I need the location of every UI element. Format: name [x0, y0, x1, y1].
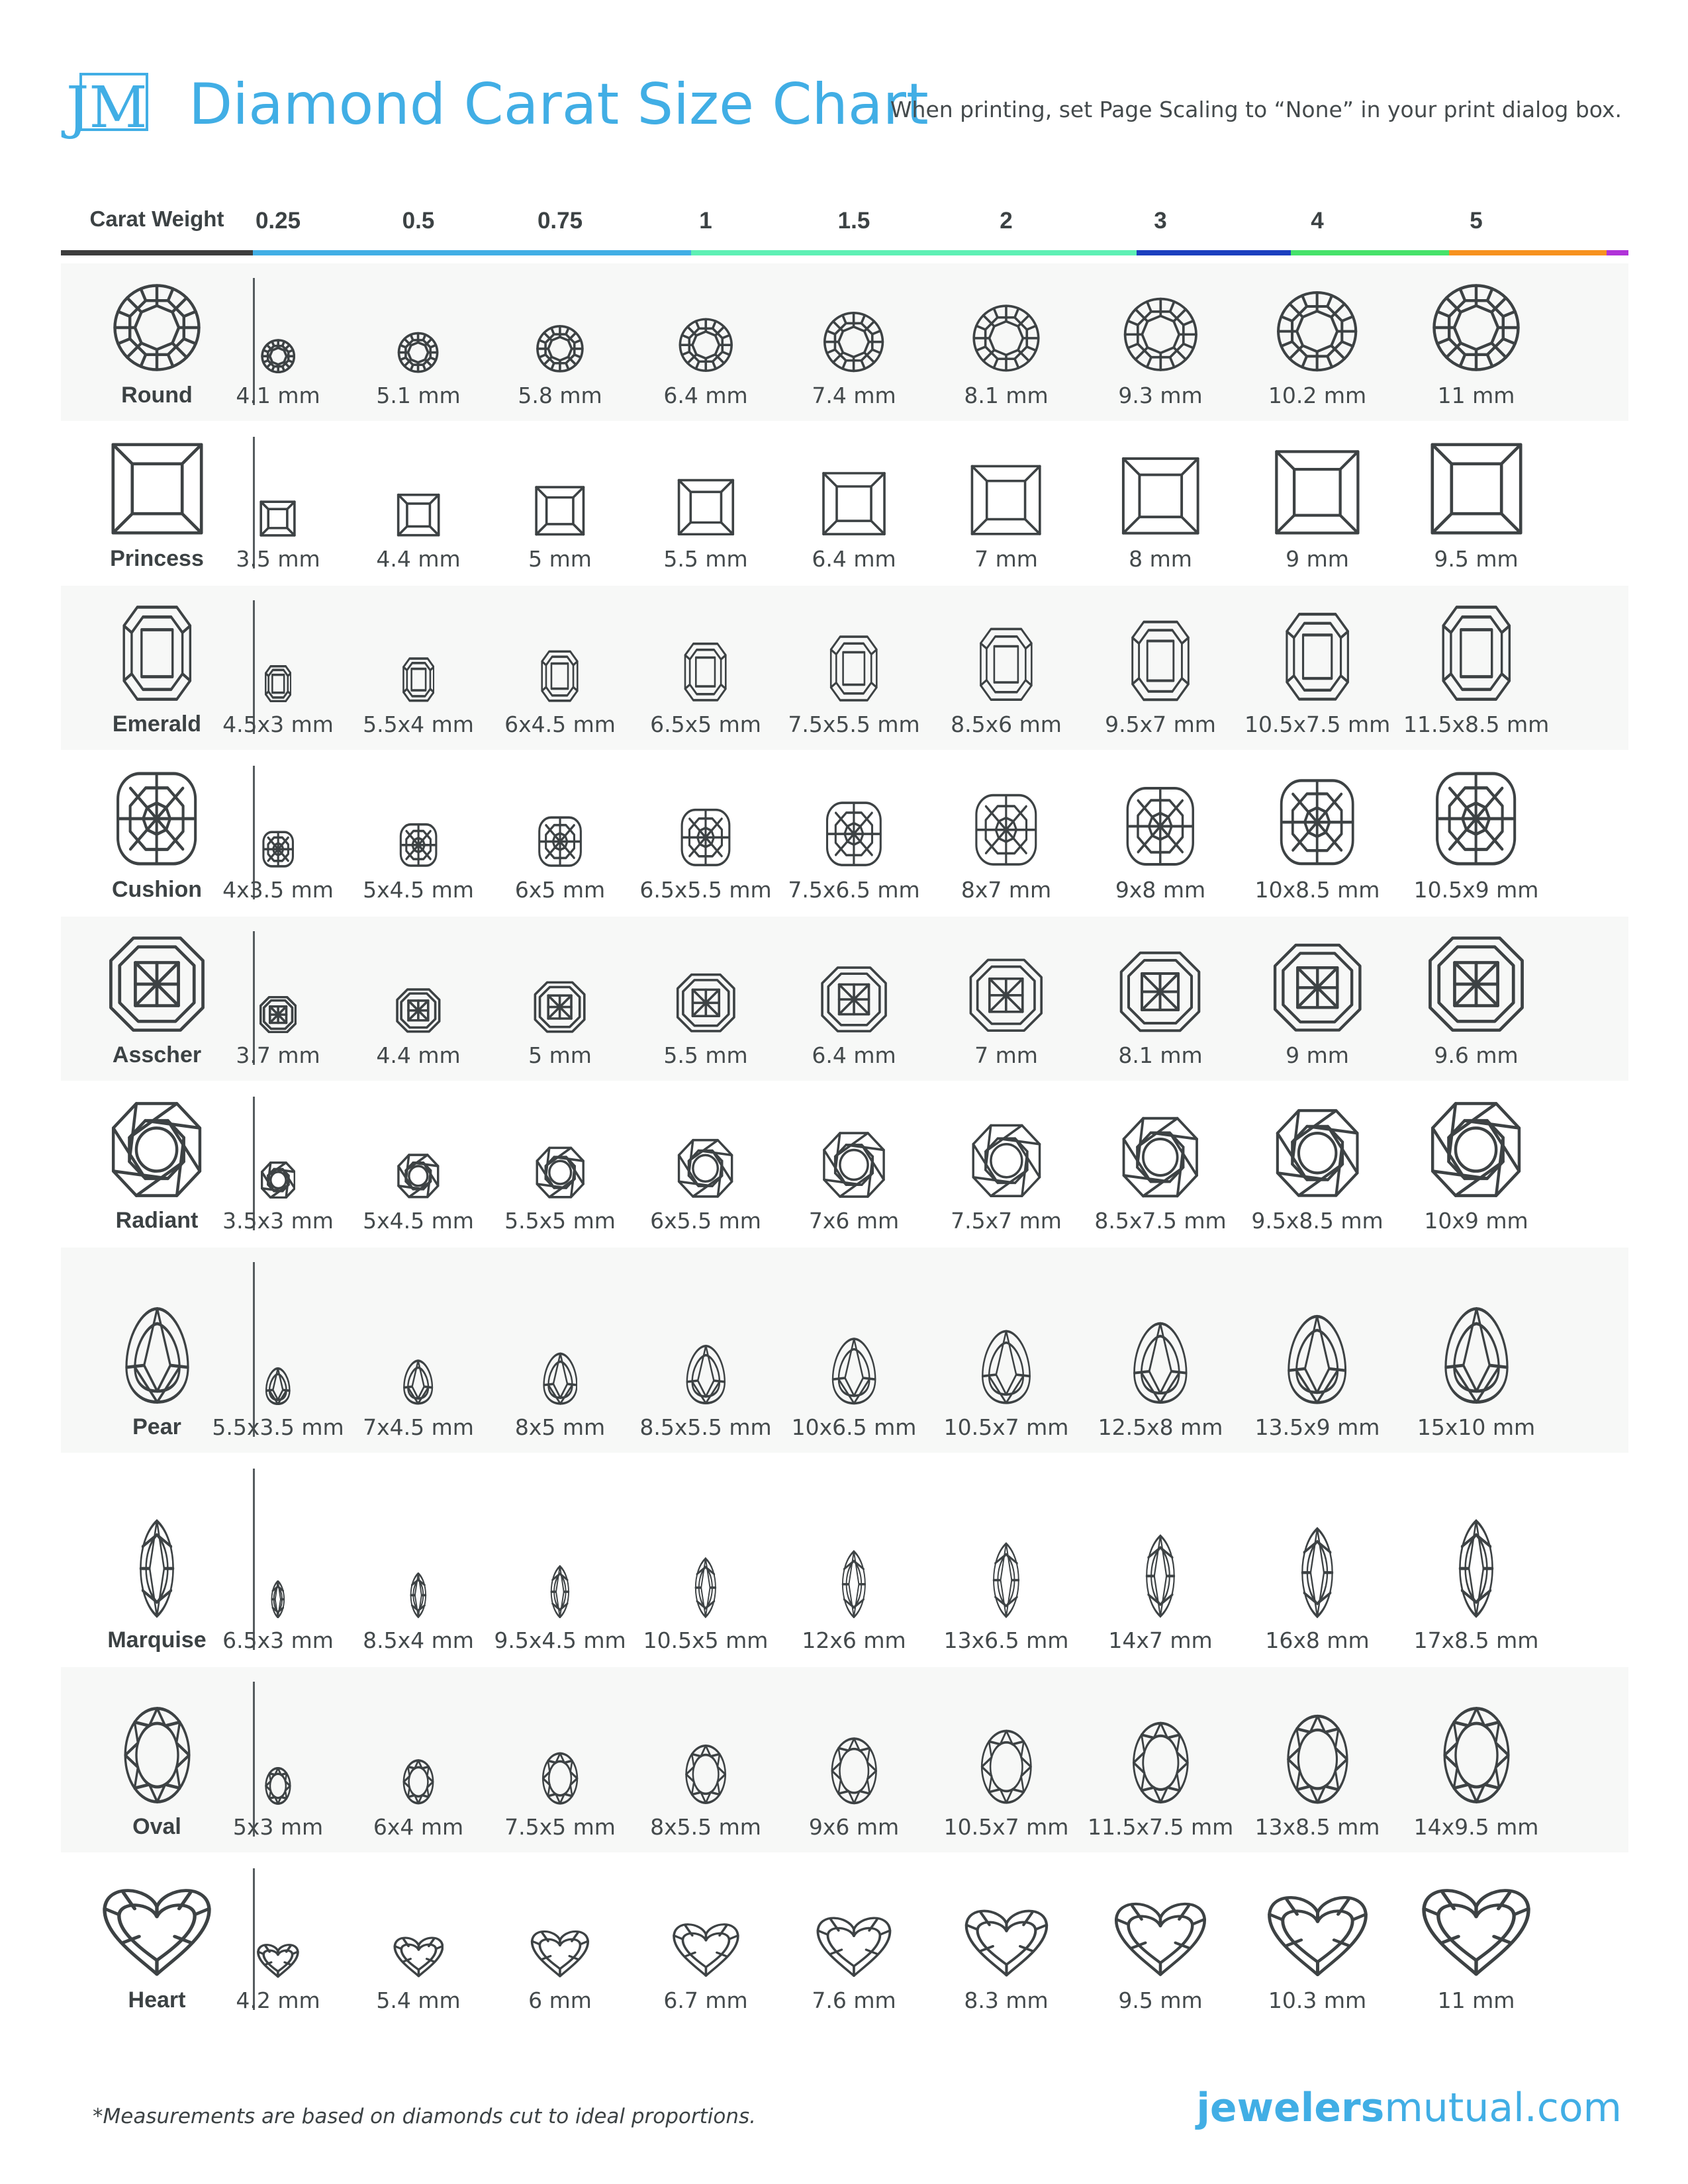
carat-weight-2: 2 [1000, 208, 1013, 234]
round-gem-icon [1122, 296, 1199, 373]
measurement-footnote: *Measurements are based on diamonds cut to ideal proportions. [93, 2105, 757, 2128]
princess-gem-icon [259, 500, 296, 537]
shape-name: Princess [110, 546, 204, 571]
cushion-gem-icon [974, 792, 1039, 868]
pear-gem-icon [831, 1337, 876, 1406]
emerald-gem-icon [829, 635, 878, 702]
size-mm-label: 9.5x4.5 mm [494, 1627, 626, 1653]
size-mm-label: 7.5x5.5 mm [788, 711, 920, 737]
marquise-gem-icon [690, 1557, 722, 1618]
size-mm-label: 6.4 mm [663, 383, 748, 408]
jm-logo [61, 69, 154, 142]
round-gem-icon [1430, 282, 1522, 373]
size-mm-label: 8.1 mm [964, 383, 1049, 408]
size-mm-label: 8.3 mm [964, 1987, 1049, 2013]
carat-color-bar [253, 250, 412, 255]
size-mm-label: 10.5x7 mm [943, 1414, 1069, 1440]
radiant-gem-icon [1121, 1116, 1199, 1199]
carat-weight-label: Carat Weight [89, 206, 224, 231]
size-mm-label: 11 mm [1437, 1987, 1515, 2013]
size-mm-label: 13x6.5 mm [943, 1627, 1069, 1653]
cushion-gem-icon [1434, 770, 1518, 868]
oval-gem-icon [1131, 1721, 1190, 1805]
row-divider [253, 1262, 255, 1437]
emerald-gem-icon [1441, 604, 1512, 702]
cushion-gem-icon [399, 823, 438, 868]
heart-gem-icon [530, 1925, 590, 1978]
oval-gem-icon [402, 1759, 434, 1805]
shape-name: Oval [132, 1814, 181, 1839]
size-mm-label: 7.5x5 mm [504, 1814, 616, 1840]
size-mm-label: 9.5 mm [1118, 1987, 1203, 2013]
emerald-gem-icon [1131, 619, 1190, 702]
marquise-gem-icon [546, 1565, 574, 1618]
size-mm-label: 12x6 mm [802, 1627, 906, 1653]
size-mm-label: 5.5x5 mm [504, 1208, 616, 1234]
marquise-gem-icon [1450, 1519, 1502, 1618]
size-mm-label: 3.5x3 mm [222, 1208, 334, 1234]
size-mm-label: 5 mm [528, 546, 592, 572]
heart-gem-icon [1421, 1879, 1532, 1978]
round-diamond-icon [111, 282, 203, 373]
shape-row-oval [61, 1667, 1628, 1852]
size-mm-label: 8.5x4 mm [363, 1627, 474, 1653]
princess-gem-icon [1120, 455, 1201, 537]
size-mm-label: 14x7 mm [1108, 1627, 1213, 1653]
heart-gem-icon [393, 1933, 444, 1978]
cushion-diamond-icon [115, 770, 199, 868]
oval-gem-icon [684, 1744, 727, 1805]
size-mm-label: 6 mm [528, 1987, 592, 2013]
radiant-diamond-icon [111, 1101, 203, 1199]
size-mm-label: 4.2 mm [236, 1987, 320, 2013]
size-mm-label: 6.5x3 mm [222, 1627, 334, 1653]
emerald-gem-icon [541, 650, 579, 702]
carat-weight-1: 1 [699, 208, 712, 234]
emerald-diamond-icon [122, 604, 193, 702]
asscher-gem-icon [820, 966, 888, 1033]
size-mm-label: 7 mm [974, 1042, 1038, 1068]
princess-gem-icon [397, 493, 440, 537]
size-mm-label: 15x10 mm [1417, 1414, 1536, 1440]
radiant-gem-icon [261, 1161, 296, 1199]
size-mm-label: 5x4.5 mm [363, 1208, 474, 1234]
row-divider [253, 1469, 255, 1650]
carat-weight-0-75: 0.75 [537, 208, 583, 234]
size-mm-label: 11.5x7.5 mm [1088, 1814, 1234, 1840]
size-mm-label: 4.4 mm [376, 546, 461, 572]
size-mm-label: 7.4 mm [812, 383, 896, 408]
princess-gem-icon [677, 478, 735, 537]
size-mm-label: 4.1 mm [236, 383, 320, 408]
oval-gem-icon [265, 1767, 291, 1805]
size-mm-label: 6.5x5 mm [650, 711, 761, 737]
size-mm-label: 4x3.5 mm [222, 877, 334, 903]
size-mm-label: 9.5x7 mm [1105, 711, 1216, 737]
size-mm-label: 6x4.5 mm [504, 711, 616, 737]
size-mm-label: 7 mm [974, 546, 1038, 572]
size-mm-label: 9.3 mm [1118, 383, 1203, 408]
size-mm-label: 7.5x6.5 mm [788, 877, 920, 903]
cushion-gem-icon [1125, 785, 1196, 868]
size-mm-label: 8.1 mm [1118, 1042, 1203, 1068]
asscher-gem-icon [259, 996, 297, 1033]
size-mm-label: 10x8.5 mm [1254, 877, 1380, 903]
radiant-gem-icon [1275, 1108, 1360, 1199]
princess-gem-icon [969, 463, 1043, 537]
size-mm-label: 9.5x8.5 mm [1251, 1208, 1383, 1234]
round-gem-icon [822, 310, 885, 373]
princess-gem-icon [1429, 441, 1524, 537]
oval-gem-icon [980, 1729, 1033, 1805]
size-mm-label: 5x3 mm [232, 1814, 324, 1840]
carat-color-bar [412, 250, 691, 255]
oval-gem-icon [1442, 1706, 1511, 1805]
princess-diamond-icon [109, 441, 205, 537]
size-mm-label: 9.5 mm [1434, 546, 1519, 572]
round-gem-icon [1275, 289, 1359, 373]
size-mm-label: 10.2 mm [1268, 383, 1367, 408]
emerald-gem-icon [1285, 612, 1350, 702]
carat-weight-0-5: 0.5 [402, 208, 435, 234]
shape-row-marquise [61, 1454, 1628, 1666]
row-divider [253, 1682, 255, 1837]
carat-weight-4: 4 [1311, 208, 1324, 234]
carat-color-bar [1449, 250, 1607, 255]
pear-diamond-icon [124, 1306, 190, 1405]
pear-gem-icon [1287, 1314, 1347, 1405]
pear-gem-icon [265, 1367, 291, 1405]
marquise-gem-icon [1139, 1534, 1182, 1618]
cushion-gem-icon [538, 815, 583, 868]
oval-gem-icon [1286, 1713, 1350, 1805]
princess-gem-icon [534, 485, 586, 537]
size-mm-label: 13.5x9 mm [1254, 1414, 1380, 1440]
size-mm-label: 16x8 mm [1265, 1627, 1370, 1653]
carat-color-bar [1137, 250, 1291, 255]
size-mm-label: 10.3 mm [1268, 1987, 1367, 2013]
shape-name: Heart [128, 1987, 186, 2013]
size-mm-label: 8x7 mm [961, 877, 1052, 903]
pear-gem-icon [1133, 1321, 1188, 1405]
carat-color-bar [61, 250, 253, 255]
pear-gem-icon [403, 1359, 433, 1405]
radiant-gem-icon [536, 1146, 585, 1199]
size-mm-label: 6x4 mm [373, 1814, 464, 1840]
logo-letters: JM [66, 75, 148, 141]
heart-gem-icon [1266, 1887, 1369, 1978]
radiant-gem-icon [397, 1154, 440, 1199]
carat-color-bar [984, 250, 1137, 255]
heart-gem-icon [816, 1910, 892, 1979]
marquise-gem-icon [406, 1572, 430, 1618]
size-mm-label: 5.5x4 mm [363, 711, 474, 737]
asscher-gem-icon [676, 973, 736, 1033]
carat-color-bar [1607, 250, 1628, 255]
radiant-gem-icon [971, 1123, 1042, 1199]
size-mm-label: 10x6.5 mm [791, 1414, 917, 1440]
asscher-diamond-icon [108, 935, 206, 1033]
size-mm-label: 6.7 mm [663, 1987, 748, 2013]
size-mm-label: 5.1 mm [376, 383, 461, 408]
emerald-gem-icon [402, 657, 435, 702]
shape-name: Emerald [112, 711, 202, 737]
size-mm-label: 10.5x7.5 mm [1244, 711, 1391, 737]
size-mm-label: 10.5x9 mm [1413, 877, 1539, 903]
carat-weight-3: 3 [1154, 208, 1167, 234]
shape-row-emerald [61, 586, 1628, 750]
asscher-gem-icon [396, 988, 441, 1033]
page-title: Diamond Carat Size Chart [189, 71, 929, 138]
radiant-gem-icon [677, 1138, 733, 1199]
oval-diamond-icon [122, 1706, 192, 1805]
size-mm-label: 6.4 mm [812, 1042, 896, 1068]
carat-weight-1-5: 1.5 [837, 208, 870, 234]
size-mm-label: 3.5 mm [236, 546, 320, 572]
brand-rest: mutual.com [1384, 2085, 1622, 2131]
round-gem-icon [678, 317, 734, 373]
size-mm-label: 6.4 mm [812, 546, 896, 572]
size-mm-label: 8.5x7.5 mm [1094, 1208, 1227, 1234]
round-gem-icon [971, 303, 1041, 373]
size-mm-label: 10x9 mm [1424, 1208, 1528, 1234]
shape-name: Round [121, 383, 193, 408]
shape-row-radiant [61, 1082, 1628, 1246]
carat-weight-header [61, 199, 1628, 258]
size-mm-label: 12.5x8 mm [1098, 1414, 1223, 1440]
size-mm-label: 8.5x6 mm [951, 711, 1062, 737]
carat-weight-5: 5 [1470, 208, 1483, 234]
size-mm-label: 9.6 mm [1434, 1042, 1519, 1068]
marquise-gem-icon [836, 1550, 872, 1619]
round-gem-icon [261, 339, 295, 373]
asscher-gem-icon [1119, 950, 1201, 1033]
marquise-gem-icon [268, 1580, 288, 1618]
emerald-gem-icon [979, 627, 1033, 702]
cushion-gem-icon [825, 800, 883, 868]
print-note: When printing, set Page Scaling to “None” in your print dialog box. [890, 97, 1622, 122]
size-mm-label: 11.5x8.5 mm [1403, 711, 1550, 737]
cushion-gem-icon [1278, 777, 1356, 868]
pear-gem-icon [686, 1344, 726, 1405]
size-mm-label: 5 mm [528, 1042, 592, 1068]
size-mm-label: 4.5x3 mm [222, 711, 334, 737]
round-gem-icon [536, 324, 585, 373]
size-mm-label: 5.5 mm [663, 546, 748, 572]
size-mm-label: 5.5 mm [663, 1042, 748, 1068]
pear-gem-icon [543, 1352, 578, 1405]
size-mm-label: 8x5.5 mm [650, 1814, 761, 1840]
size-mm-label: 4.4 mm [376, 1042, 461, 1068]
heart-gem-icon [1113, 1894, 1207, 1978]
size-mm-label: 14x9.5 mm [1413, 1814, 1539, 1840]
emerald-gem-icon [265, 665, 291, 702]
princess-gem-icon [1273, 448, 1362, 537]
heart-gem-icon [672, 1917, 740, 1978]
cushion-gem-icon [680, 807, 731, 868]
carat-weight-0-25: 0.25 [255, 208, 301, 234]
size-mm-label: 6x5.5 mm [650, 1208, 761, 1234]
shape-row-asscher [61, 917, 1628, 1081]
size-mm-label: 9 mm [1286, 1042, 1349, 1068]
heart-gem-icon [257, 1940, 299, 1978]
size-mm-label: 9 mm [1286, 546, 1349, 572]
brand-url[interactable] [1196, 2085, 1622, 2131]
size-mm-label: 9x6 mm [808, 1814, 900, 1840]
shape-name: Marquise [107, 1627, 207, 1653]
size-mm-label: 7.6 mm [812, 1987, 896, 2013]
carat-color-bar [1291, 250, 1449, 255]
size-mm-label: 10.5x7 mm [943, 1814, 1069, 1840]
round-gem-icon [397, 332, 439, 373]
brand-bold: jewelers [1196, 2085, 1385, 2131]
marquise-gem-icon [986, 1542, 1026, 1618]
oval-gem-icon [541, 1752, 579, 1805]
size-mm-label: 6.5x5.5 mm [639, 877, 772, 903]
size-mm-label: 7.5x7 mm [951, 1208, 1062, 1234]
heart-gem-icon [964, 1902, 1049, 1978]
pear-gem-icon [981, 1329, 1031, 1405]
pear-gem-icon [1444, 1306, 1509, 1405]
shape-name: Radiant [115, 1208, 199, 1233]
shape-row-heart [61, 1854, 1628, 2026]
cushion-gem-icon [262, 831, 294, 868]
marquise-diamond-icon [131, 1519, 183, 1618]
size-mm-label: 8.5x5.5 mm [639, 1414, 772, 1440]
size-mm-label: 5.5x3.5 mm [212, 1414, 344, 1440]
asscher-gem-icon [1427, 935, 1525, 1033]
size-mm-label: 6x5 mm [514, 877, 606, 903]
shape-name: Cushion [112, 877, 202, 902]
heart-diamond-icon [101, 1879, 212, 1978]
asscher-gem-icon [968, 958, 1044, 1033]
radiant-gem-icon [1430, 1101, 1522, 1199]
asscher-gem-icon [534, 981, 586, 1033]
carat-color-bar [691, 250, 984, 255]
size-mm-label: 3.7 mm [236, 1042, 320, 1068]
size-mm-label: 5.8 mm [518, 383, 602, 408]
shape-row-cushion [61, 751, 1628, 915]
size-mm-label: 5.4 mm [376, 1987, 461, 2013]
asscher-gem-icon [1272, 942, 1363, 1033]
shape-name: Pear [132, 1414, 181, 1439]
size-mm-label: 10.5x5 mm [643, 1627, 769, 1653]
marquise-gem-icon [1293, 1527, 1341, 1618]
size-mm-label: 7x4.5 mm [363, 1414, 474, 1440]
size-mm-label: 5x4.5 mm [363, 877, 474, 903]
size-mm-label: 11 mm [1437, 383, 1515, 408]
emerald-gem-icon [684, 642, 727, 702]
princess-gem-icon [821, 471, 887, 537]
shape-row-princess [61, 422, 1628, 584]
oval-gem-icon [830, 1737, 878, 1805]
shape-row-round [61, 263, 1628, 421]
size-mm-label: 13x8.5 mm [1254, 1814, 1380, 1840]
size-mm-label: 9x8 mm [1115, 877, 1206, 903]
shape-row-pear [61, 1248, 1628, 1453]
radiant-gem-icon [822, 1131, 886, 1199]
size-mm-label: 8x5 mm [514, 1414, 606, 1440]
size-mm-label: 17x8.5 mm [1413, 1627, 1539, 1653]
size-mm-label: 8 mm [1129, 546, 1192, 572]
shape-name: Asscher [112, 1042, 202, 1068]
jm-logo-mark [61, 69, 154, 142]
size-mm-label: 7x6 mm [808, 1208, 900, 1234]
